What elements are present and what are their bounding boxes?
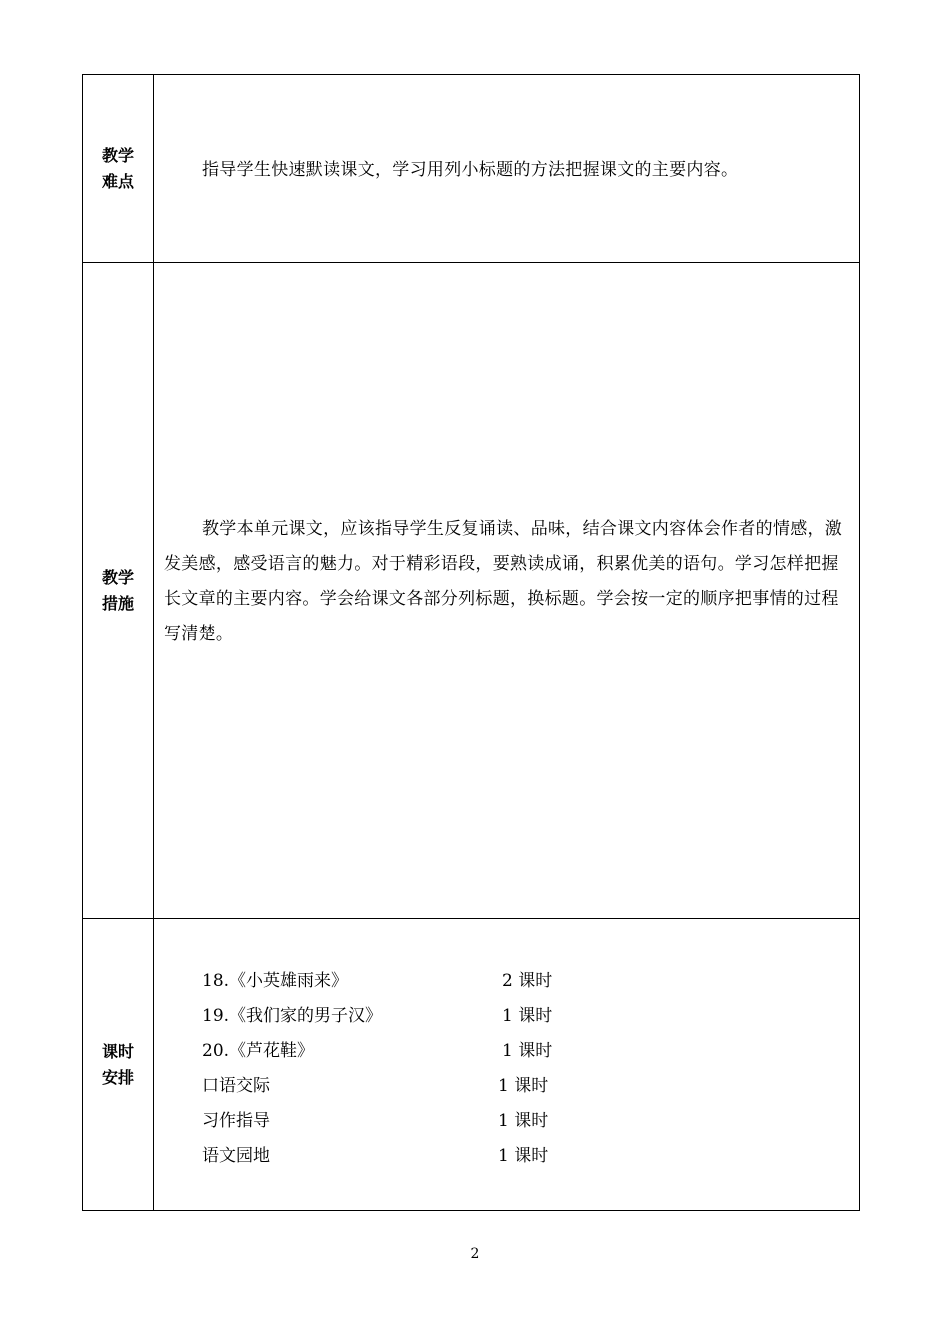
difficulty-label-cell (83, 75, 154, 262)
page-number: 2 (470, 1246, 480, 1262)
difficulty-content-cell (154, 75, 859, 262)
schedule-label: 课时安排 (101, 1041, 134, 1087)
schedule-item-title: 19.《我们家的男子汉》 (202, 1006, 383, 1026)
schedule-item-hours: 1 课时 (498, 1146, 549, 1166)
measures-content-cell (154, 263, 859, 918)
schedule-item-hours: 1 课时 (498, 1111, 549, 1131)
schedule-item-title: 语文园地 (202, 1146, 270, 1166)
schedule-item-hours: 1 课时 (502, 1006, 553, 1026)
schedule-item-hours: 1 课时 (498, 1076, 549, 1096)
lesson-plan-table (82, 74, 860, 1211)
schedule-item-hours: 1 课时 (502, 1041, 553, 1061)
measures-text: 教学本单元课文，应该指导学生反复诵读、品味，结合课文内容体会作者的情感，激发美感，感受语言的魅力。对于精彩语段，要熟读成诵，积累优美的语句。学习怎样把握长文章的主要内容。学会给课文各部分列标题，换标题。学会按一定的顺序把事情的过程写清楚。 (164, 519, 843, 644)
difficulty-text: 指导学生快速默读课文，学习用列小标题的方法把握课文的主要内容。 (202, 160, 739, 180)
measures-label: 教学措施 (101, 567, 134, 613)
schedule-item-title: 习作指导 (202, 1111, 270, 1131)
schedule-item-hours: 2 课时 (502, 971, 553, 991)
difficulty-row (83, 75, 859, 262)
schedule-label-cell (83, 919, 154, 1210)
difficulty-label: 教学难点 (101, 145, 134, 191)
schedule-item-title: 18.《小英雄雨来》 (202, 971, 349, 991)
schedule-item-title: 口语交际 (202, 1076, 270, 1096)
schedule-item-title: 20.《芦花鞋》 (202, 1041, 315, 1061)
measures-row (83, 262, 859, 918)
schedule-content-cell (154, 919, 859, 1210)
measures-label-cell (83, 263, 154, 918)
schedule-row (83, 918, 859, 1210)
